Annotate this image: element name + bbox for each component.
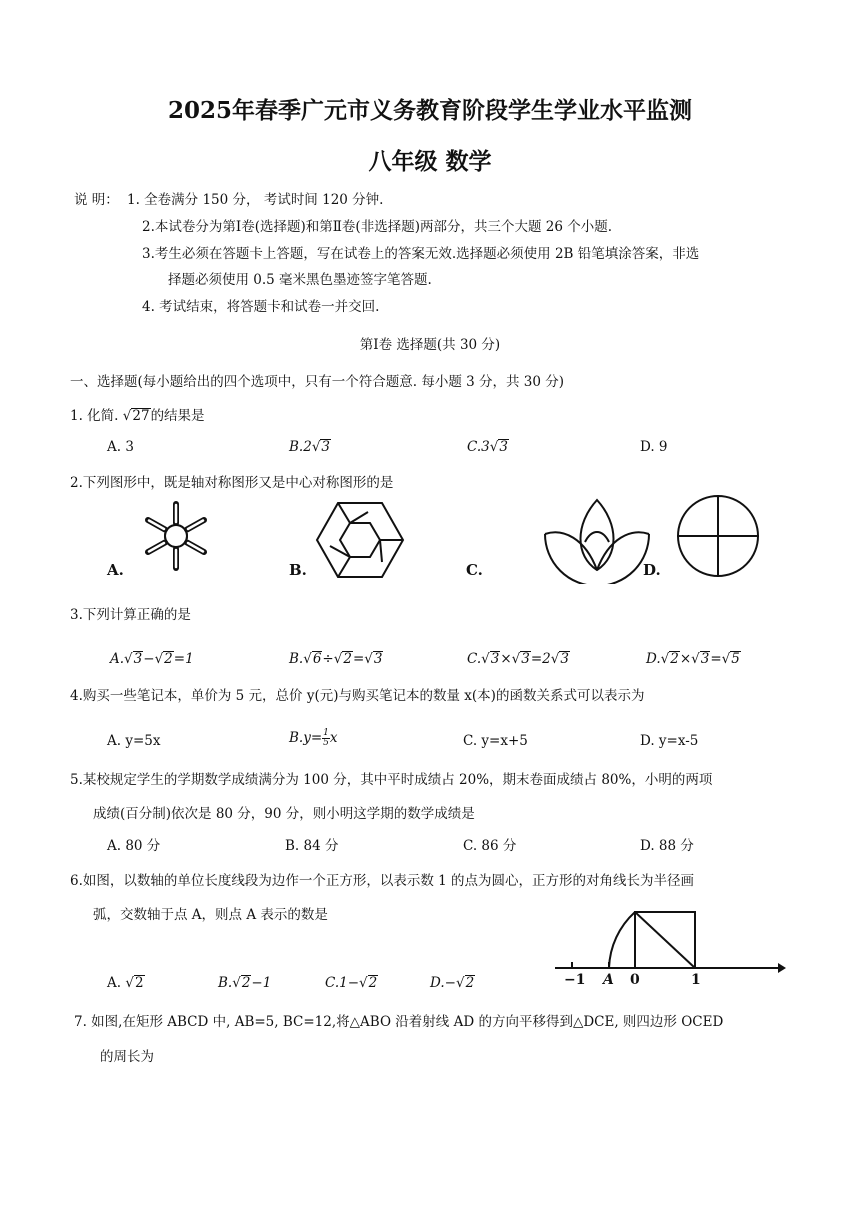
note-3: 3.考生必须在答题卡上答题，写在试卷上的答案无效.选择题必须使用 2B 铅笔填涂答案，非选 bbox=[142, 246, 700, 262]
question-5-stem: 5.某校规定学生的学期数学成绩满分为 100 分，其中平时成绩占 20%，期末卷面成绩占 80%，小明的两项 bbox=[70, 772, 713, 788]
q5-option-b: B. 84 分 bbox=[285, 838, 339, 854]
figure-d-pinwheel bbox=[678, 496, 758, 576]
axis-label-1: 1 bbox=[691, 972, 701, 988]
question-3-stem: 3.下列计算正确的是 bbox=[70, 607, 191, 623]
notes-label: 说 明： bbox=[74, 192, 119, 208]
q5-option-d: D. 88 分 bbox=[640, 838, 694, 854]
question-1-stem bbox=[70, 404, 205, 424]
q6-number-line-figure bbox=[550, 900, 790, 1000]
figure-c-lotus bbox=[545, 500, 649, 584]
q6-option-d: D.−√2 bbox=[430, 975, 475, 991]
axis-arrow-icon bbox=[778, 963, 786, 973]
q6-option-a: A. √2 bbox=[107, 975, 144, 991]
axis-label-0: 0 bbox=[630, 972, 640, 988]
q2-label-b: B. bbox=[289, 561, 307, 579]
note-1: 1. 全卷满分 150 分， 考试时间 120 分钟. bbox=[127, 192, 384, 208]
q2-figures bbox=[100, 494, 800, 584]
q4-option-a: A. y=5x bbox=[107, 733, 161, 749]
q5-option-a: A. 80 分 bbox=[107, 838, 161, 854]
q1-option-d: D. 9 bbox=[640, 439, 668, 455]
question-6-stem-cont: 弧，交数轴于点 A，则点 A 表示的数是 bbox=[93, 907, 328, 923]
q1-option-a: A. 3 bbox=[107, 439, 134, 455]
part-title: 第Ⅰ卷 选择题(共 30 分) bbox=[359, 337, 501, 353]
q3-option-d: D.√2×√3=√5 bbox=[646, 651, 740, 667]
question-2-stem: 2.下列图形中，既是轴对称图形又是中心对称图形的是 bbox=[70, 475, 394, 491]
axis-label-minus-1: −1 bbox=[564, 972, 586, 988]
q1-option-b: B.2√3 bbox=[289, 439, 331, 455]
q2-label-c: C. bbox=[466, 561, 483, 579]
square-diagonal bbox=[635, 912, 695, 968]
question-4-stem: 4.购买一些笔记本，单价为 5 元，总价 y(元)与购买笔记本的数量 x(本)的函数关系式可以表示为 bbox=[70, 688, 645, 704]
q6-option-c: C.1−√2 bbox=[325, 975, 378, 991]
q3-option-c: C.√3×√3=2√3 bbox=[467, 651, 569, 667]
question-5-stem-cont: 成绩(百分制)依次是 80 分，90 分，则小明这学期的数学成绩是 bbox=[93, 806, 475, 822]
exam-subtitle: 八年级 数学 bbox=[368, 148, 492, 175]
q4-option-b: B.y= $\frac{1}{5}$ x bbox=[289, 728, 338, 748]
radius-arc bbox=[609, 912, 635, 968]
q5-option-c: C. 86 分 bbox=[463, 838, 517, 854]
q1-stem-a: 1. 化简. bbox=[70, 408, 119, 424]
section-heading: 一、选择题(每小题给出的四个选项中，只有一个符合题意. 每小题 3 分，共 30 分) bbox=[70, 374, 565, 390]
q2-label-d: D. bbox=[643, 561, 661, 579]
q3-option-a: A.√3−√2=1 bbox=[110, 651, 194, 667]
q4-option-d: D. y=x-5 bbox=[640, 733, 699, 749]
q4-option-c: C. y=x+5 bbox=[463, 733, 528, 749]
q3-option-b: B.√6÷√2=√3 bbox=[289, 651, 383, 667]
q1-option-c: C.3√3 bbox=[467, 439, 508, 455]
figure-a-flower bbox=[148, 504, 204, 568]
axis-label-a: A bbox=[603, 972, 614, 988]
question-6-stem: 6.如图，以数轴的单位长度线段为边作一个正方形，以表示数 1 的点为圆心，正方形的对角线长为半径画 bbox=[70, 873, 695, 889]
question-7-stem: 7. 如图,在矩形 ABCD 中, AB=5, BC=12,将△ABO 沿着射线 AD 的方向平移得到△DCE, 则四边形 OCED bbox=[74, 1014, 724, 1030]
note-4: 4. 考试结束，将答题卡和试卷一并交回. bbox=[142, 299, 380, 315]
figure-b-hexagon bbox=[317, 503, 403, 577]
question-7-stem-cont: 的周长为 bbox=[100, 1049, 154, 1065]
q2-label-a: A. bbox=[107, 561, 124, 579]
q1-stem-b: 的结果是 bbox=[150, 408, 205, 424]
note-2: 2.本试卷分为第Ⅰ卷(选择题)和第Ⅱ卷(非选择题)两部分，共三个大题 26 个小题. bbox=[142, 219, 613, 235]
q6-option-b: B.√2−1 bbox=[218, 975, 272, 991]
note-3-cont: 择题必须使用 0.5 毫米黑色墨迹签字笔答题. bbox=[168, 272, 432, 288]
q1-sqrt: √27 bbox=[122, 408, 150, 424]
exam-title: 2025年春季广元市义务教育阶段学生学业水平监测 bbox=[167, 97, 692, 124]
q1-radicand: 27 bbox=[132, 408, 150, 424]
